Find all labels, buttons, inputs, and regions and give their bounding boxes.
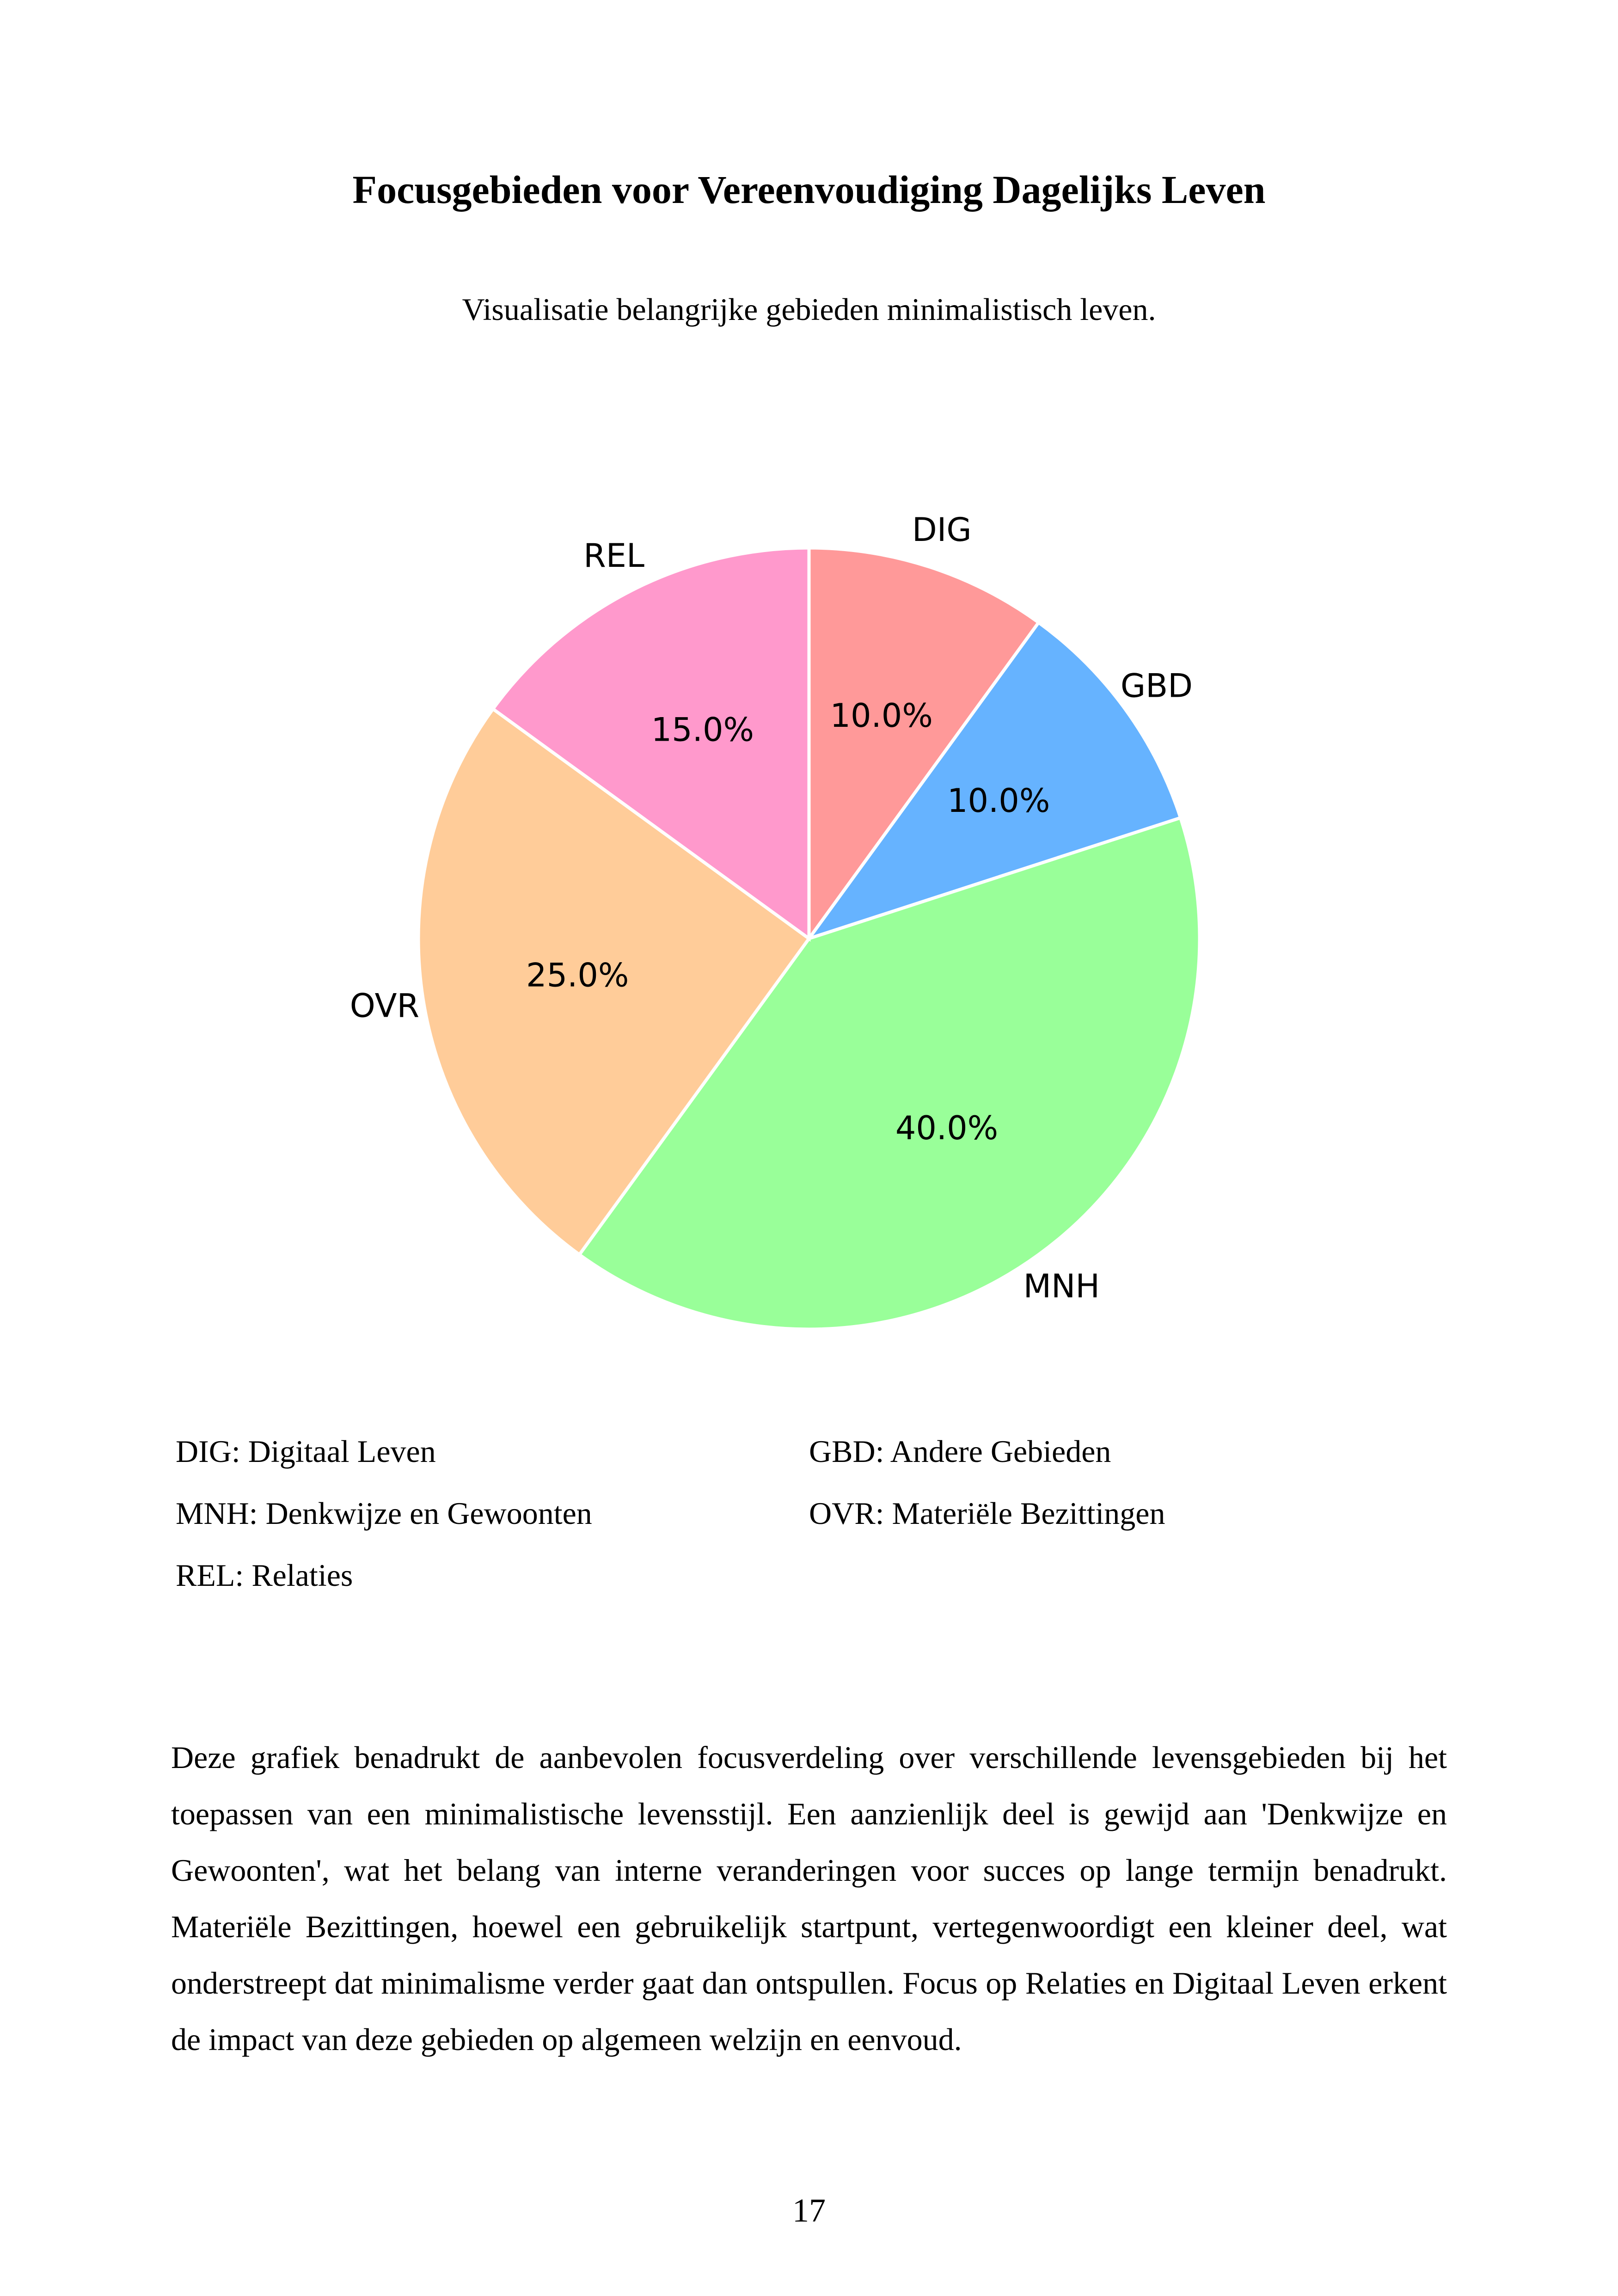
slice-percent-dig: 10.0% [830, 696, 933, 735]
chart-subtitle: Visualisatie belangrijke gebieden minimalistisch leven. [462, 292, 1156, 327]
page-number: 17 [792, 2192, 826, 2229]
pie-chart [0, 462, 1618, 1387]
legend-item-gbd: GBD: Andere Gebieden [809, 1434, 1111, 1469]
legend-item-ovr: OVR: Materiële Bezittingen [809, 1496, 1165, 1531]
slice-percent-gbd: 10.0% [947, 781, 1050, 820]
slice-label-gbd: GBD [1120, 667, 1193, 705]
slice-percent-ovr: 25.0% [526, 956, 629, 995]
slice-label-ovr: OVR [349, 987, 420, 1025]
legend-item-rel: REL: Relaties [176, 1558, 353, 1593]
slice-label-rel: REL [583, 536, 644, 575]
slice-percent-rel: 15.0% [651, 711, 754, 749]
slice-label-mnh: MNH [1023, 1267, 1100, 1305]
description-paragraph: Deze grafiek benadrukt de aanbevolen focusverdeling over verschillende levensgebieden bij het toepassen van een minimalistische levensstijl. Een aanzienlijk deel is gewijd aan 'Denkwijze en Gewoonten', wat het belang van interne veranderingen voor succes op lange termijn benadrukt. Materiële Bezittingen, hoewel een gebruikelijk startpunt, vertegenwoordigt een kleiner deel, wat onderstreept dat minimalisme verder gaat dan ontspullen. Focus op Relaties en Digitaal Leven erkent de impact van deze gebieden op algemeen welzijn en eenvoud. [171, 1740, 1447, 2057]
slice-label-dig: DIG [912, 510, 972, 549]
slice-percent-mnh: 40.0% [895, 1109, 999, 1148]
legend-item-dig: DIG: Digitaal Leven [176, 1434, 436, 1469]
chart-title: Focusgebieden voor Vereenvoudiging Dagelijks Leven [352, 167, 1266, 212]
legend-item-mnh: MNH: Denkwijze en Gewoonten [176, 1496, 592, 1531]
